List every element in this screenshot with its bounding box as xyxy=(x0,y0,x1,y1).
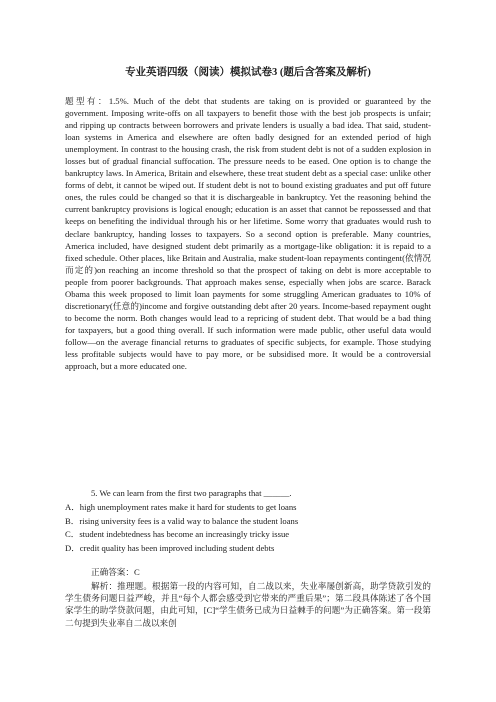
question-stem: 5. We can learn from the first two paragraphs that ______. xyxy=(91,488,292,498)
answer-analysis: 解析：推理题。根据第一段的内容可知，自二战以来，失业率屡创新高，助学贷款引发的学生债务问题日益严峻，并且“每个人都会感受到它带来的严重后果”；第二段具体陈述了各个国家学生的助学贷款问题，由此可知，[C]“学生债务已成为日益棘手的问题”为正确答案。第一段第二句提到失业率自二战以来创 xyxy=(65,581,431,628)
correct-answer: 正确答案：C xyxy=(91,567,140,577)
option-a: A．high unemployment rates make it hard for students to get loans xyxy=(65,501,297,512)
question-block xyxy=(65,487,431,556)
document-title: 专业英语四级（阅读）模拟试卷3 (题后含答案及解析) xyxy=(125,67,371,78)
option-c: C．student indebtedness has become an increasingly tricky issue xyxy=(65,529,290,540)
option-d: D．credit quality has been improved including student debts xyxy=(65,543,275,554)
reading-passage: 题型有：1.5%. Much of the debt that students are taking on is provided or guaranteed by the government. Imposing write-offs on all taxpayers to benefit those with the best job prospects is unfair; and ripping up contracts between borrowers and private lenders is usually a bad idea. That said, student-loan systems in America and elsewhere are often badly designed for an extended period of high unemployment. In contrast to the housing crash, the risk from student debt is not of a sudden explosion in losses but of gradual financial suffocation. The pressure needs to be eased. One option is to change the bankruptcy laws. In America, Britain and elsewhere, these treat student debt as a special case: unlike other forms of debt, it cannot be wiped out. If student debt is not to bound existing graduates and put off future ones, the rules could be changed so that it is dischargeable in bankruptcy. Yet the reasoning behind the current bankruptcy provisions is logical enough; education is an asset that cannot be repossessed and that keeps on benefiting the individual through his or her lifetime. Some worry that graduates would rush to declare bankruptcy, handing losses to taxpayers. So a second option is preferable. Many countries, America included, have designed student debt primarily as a mortgage-like obligation: it is repaid to a fixed schedule. Other places, like Britain and Australia, make student-loan repayments contingent(依情况而定的)on reaching an income threshold so that the prospect of taking on debt is more acceptable to people from poorer backgrounds. That approach makes sense, especially when jobs are scarce. Barack Obama this week proposed to limit loan payments for some struggling American graduates to 10% of discretionary(任意的)income and forgive outstanding debt after 20 years. Income-based repayment ought to become the norm. Both changes would lead to a repricing of student debt. That would be a bad thing for taxpayers, but a good thing overall. If such information were made public, other useful data would follow—on the average financial returns to graduates of specific subjects, for example. Those studying less profitable subjects would have to pay more, or be subsidised more. It would be a controversial approach, but a more educated one. xyxy=(65,96,431,372)
option-b: B．rising university fees is a valid way to balance the student loans xyxy=(65,515,299,526)
